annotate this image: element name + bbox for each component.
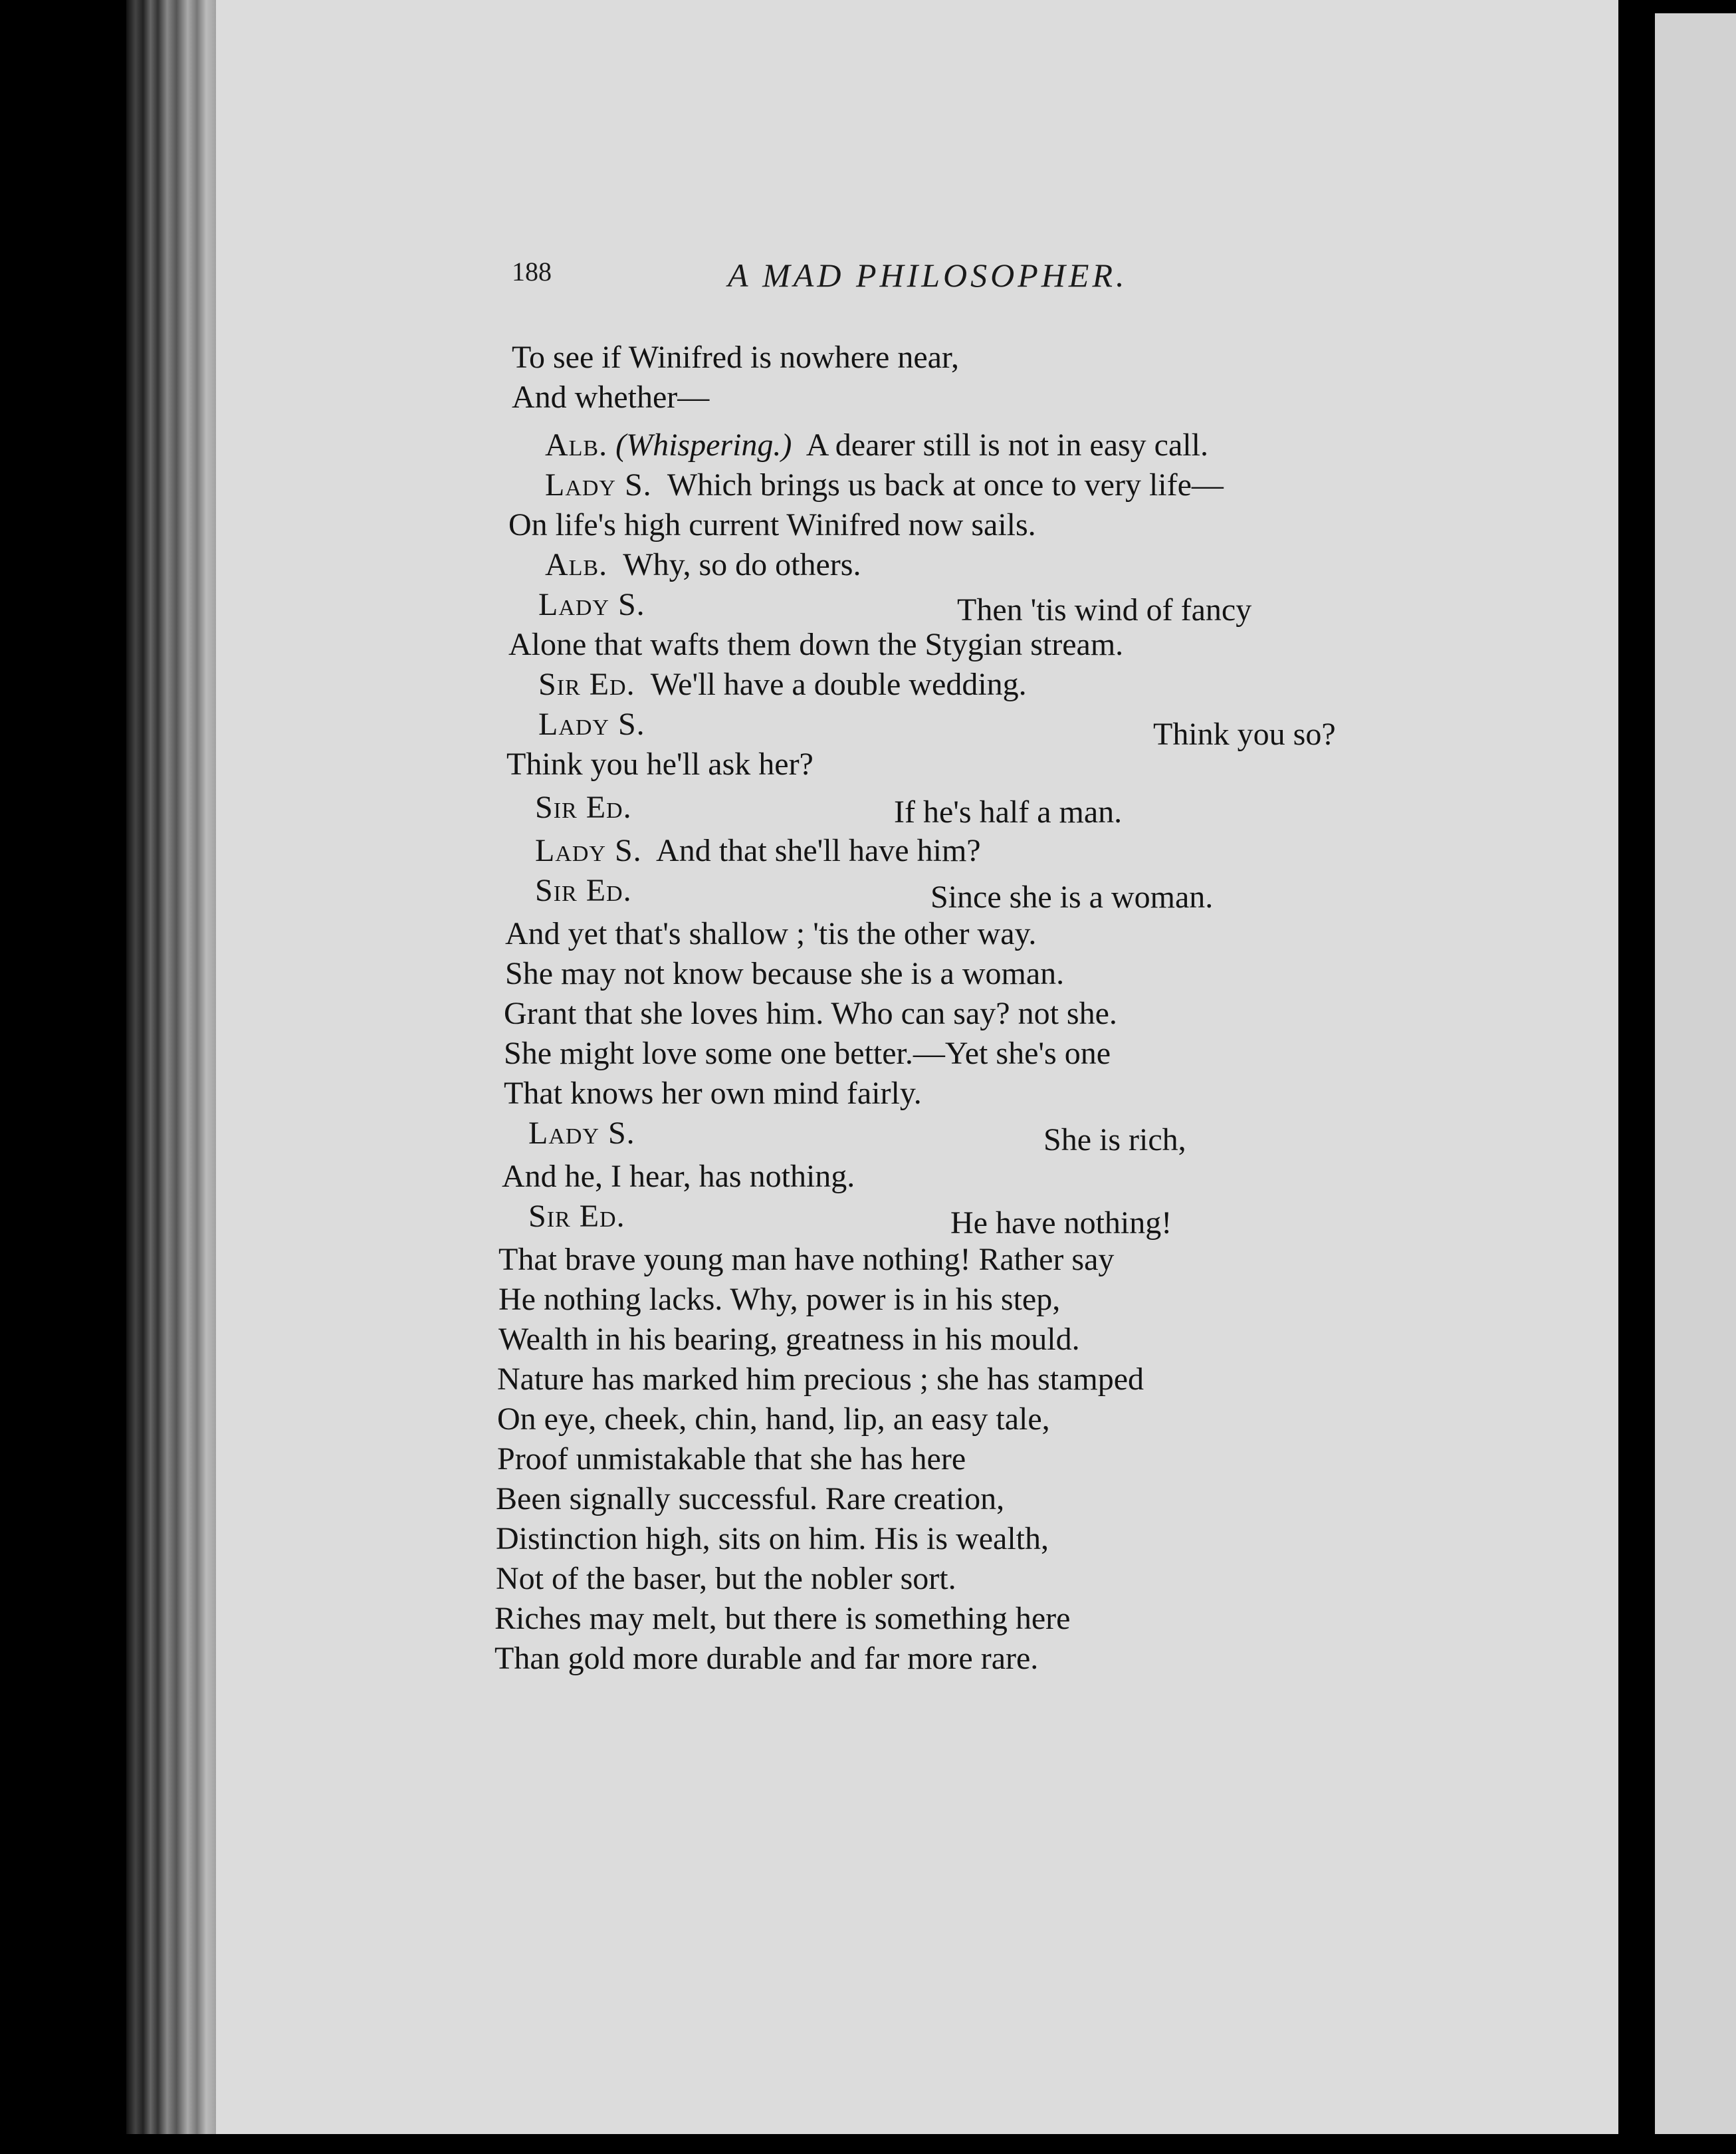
verse-line-continuation: He have nothing! — [950, 1205, 1172, 1241]
verse-line-continuation: She is rich, — [1043, 1122, 1186, 1157]
verse-line: And whether— — [512, 380, 710, 415]
facing-page-edge — [1655, 13, 1736, 2134]
verse-line-continuation: Since she is a woman. — [930, 880, 1214, 915]
verse-line — [528, 1114, 635, 1153]
verse-line: That brave young man have nothing! Rather say — [498, 1242, 1115, 1277]
verse-line: Distinction high, sits on him. His is wealth, — [496, 1521, 1049, 1556]
verse-text — [492, 0, 1475, 2127]
verse-line: Lady S. Which brings us back at once to very life— — [545, 467, 1224, 503]
speaker-name: Alb. — [545, 547, 608, 582]
verse-line: Alb. Why, so do others. — [545, 547, 861, 582]
speaker-name: Lady S. — [545, 467, 652, 503]
verse-line: Grant that she loves him. Who can say? not she. — [504, 996, 1117, 1031]
verse-line: Proof unmistakable that she has here — [497, 1441, 966, 1477]
stage-direction: (Whispering.) — [615, 427, 792, 463]
verse-line: That knows her own mind fairly. — [504, 1076, 922, 1111]
speaker-name: Alb. — [545, 427, 608, 463]
speaker-name: Sir Ed. — [535, 790, 632, 825]
page-number: 188 — [512, 257, 552, 287]
verse-line — [535, 871, 632, 911]
verse-line: Than gold more durable and far more rare. — [494, 1641, 1039, 1676]
running-title: A MAD PHILOSOPHER. — [728, 257, 1128, 294]
verse-line — [538, 705, 645, 745]
speaker-name: Sir Ed. — [535, 873, 632, 908]
verse-line: She may not know because she is a woman. — [505, 956, 1065, 991]
verse-line: Think you he'll ask her? — [506, 747, 814, 782]
verse-line: Wealth in his bearing, greatness in his mould. — [498, 1322, 1080, 1357]
speaker-name: Lady S. — [538, 587, 645, 622]
verse-line: Sir Ed. We'll have a double wedding. — [538, 667, 1027, 702]
verse-line: Riches may melt, but there is something here — [494, 1601, 1071, 1636]
verse-line — [535, 788, 632, 828]
book-page-edges — [126, 0, 219, 2134]
verse-line: He nothing lacks. Why, power is in his step, — [498, 1282, 1061, 1317]
speaker-name: Lady S. — [538, 707, 645, 742]
verse-line — [538, 585, 645, 625]
verse-line: Been signally successful. Rare creation, — [496, 1481, 1005, 1516]
verse-line — [528, 1197, 625, 1237]
verse-line: She might love some one better.—Yet she's one — [504, 1036, 1111, 1071]
verse-line: Alb. (Whispering.) A dearer still is not in easy call. — [545, 427, 1208, 463]
speaker-name: Sir Ed. — [538, 667, 635, 702]
scan-bottom-edge — [0, 2134, 1736, 2154]
speaker-name: Lady S. — [528, 1116, 635, 1151]
verse-line: And he, I hear, has nothing. — [502, 1159, 855, 1194]
verse-line: On life's high current Winifred now sails. — [508, 507, 1036, 542]
verse-line-continuation: If he's half a man. — [894, 794, 1123, 830]
verse-line: Nature has marked him precious ; she has stamped — [497, 1362, 1144, 1397]
speaker-name: Sir Ed. — [528, 1199, 625, 1234]
verse-line-continuation: Then 'tis wind of fancy — [957, 592, 1252, 628]
speaker-name: Lady S. — [535, 833, 642, 868]
book-gutter — [1618, 0, 1655, 2134]
verse-line-continuation: Think you so? — [1153, 717, 1336, 752]
verse-line: To see if Winifred is nowhere near, — [512, 340, 959, 375]
verse-line: On eye, cheek, chin, hand, lip, an easy tale, — [497, 1401, 1050, 1437]
verse-line: And yet that's shallow ; 'tis the other way. — [505, 916, 1037, 951]
verse-line: Lady S. And that she'll have him? — [535, 833, 981, 868]
verse-line: Not of the baser, but the nobler sort. — [496, 1561, 956, 1596]
verse-line: Alone that wafts them down the Stygian stream. — [508, 627, 1124, 662]
